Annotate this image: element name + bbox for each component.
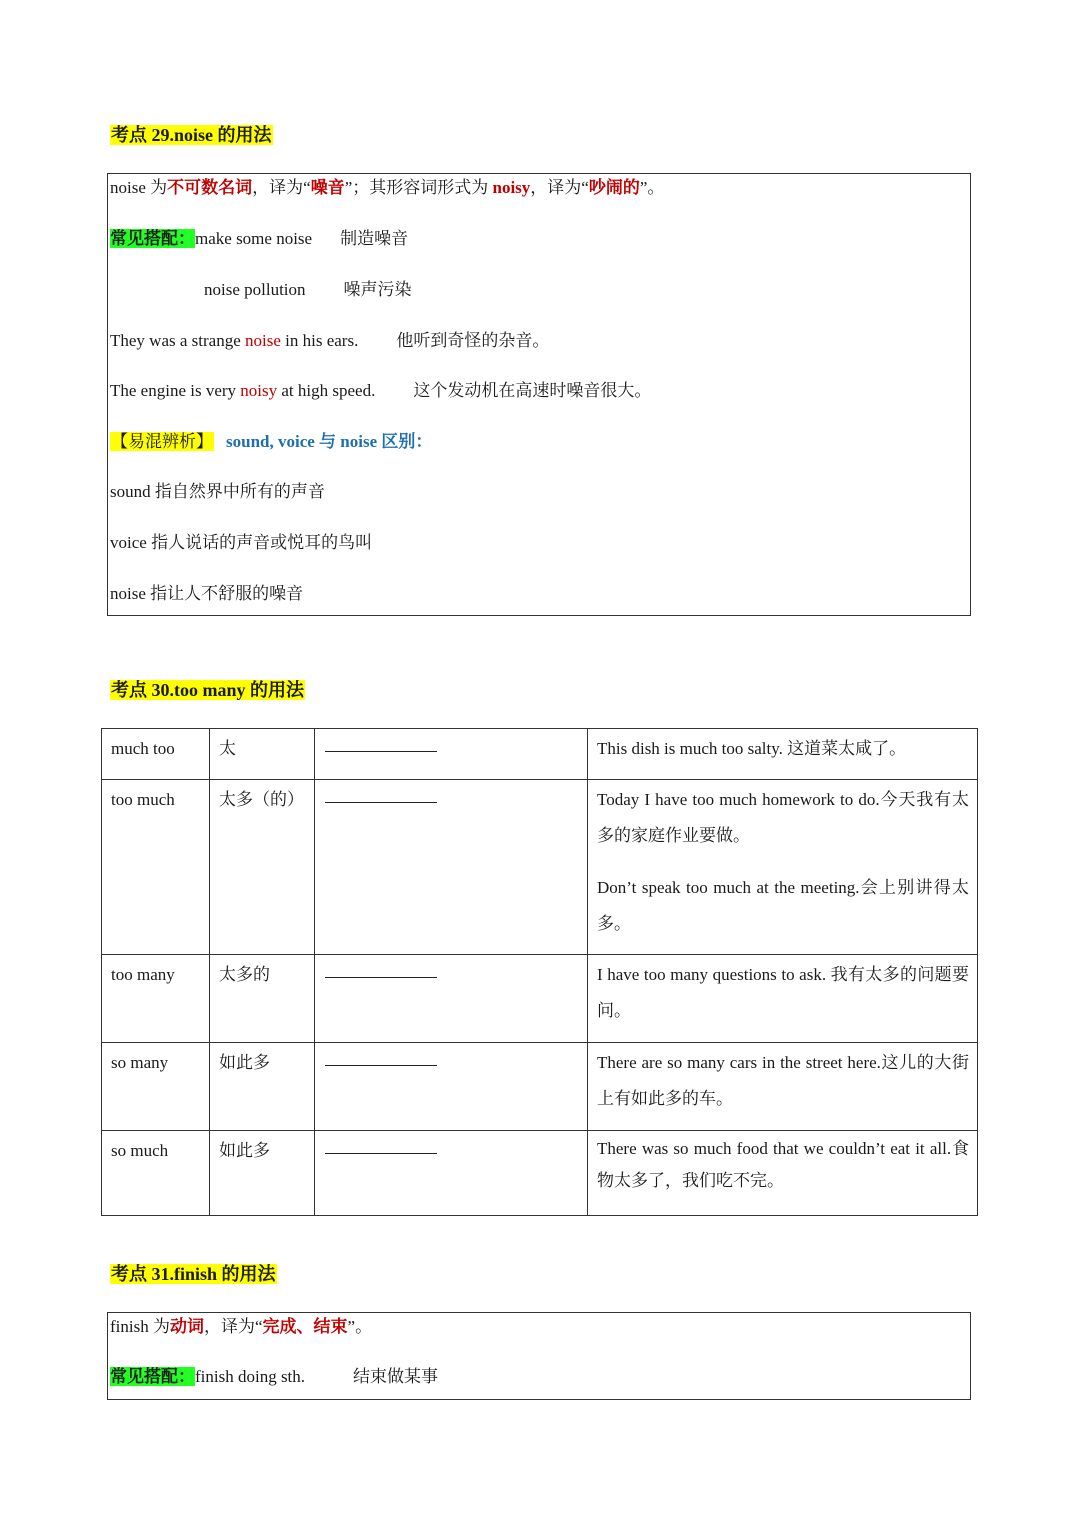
example-sentence-2: The engine is very noisy at high speed. 这个发动机在高速时噪音很大。	[110, 381, 652, 400]
blank-cell	[315, 780, 588, 955]
example-cell: This dish is much too salty. 这道菜太咸了。	[588, 729, 978, 780]
definition-voice: voice 指人说话的声音或悦耳的鸟叫	[110, 533, 373, 552]
usage-table	[101, 728, 978, 1216]
definition-noise: noise 指让人不舒服的噪音	[110, 584, 304, 603]
example-cell: Today I have too much homework to do.今天我有太多的家庭作业要做。 Don’t speak too much at the meeting.会上别讲得太多。	[588, 780, 978, 955]
meaning-cell: 如此多	[210, 1043, 315, 1131]
example-cell: There are so many cars in the street here.这儿的大街上有如此多的车。	[588, 1043, 978, 1131]
noise-definition-line: noise 为不可数名词，译为“噪音”；其形容词形式为 noisy，译为“吵闹的”。	[110, 178, 665, 197]
confusion-analysis-line: 【易混辨析】 sound, voice 与 noise 区别：	[111, 432, 433, 451]
blank-line	[325, 782, 437, 803]
term-cell: too many	[102, 955, 210, 1043]
term-cell: too much	[102, 780, 210, 955]
section-31-box	[107, 1312, 971, 1400]
section-30-heading: 考点 30.too many 的用法	[111, 680, 304, 700]
table-row	[102, 1131, 978, 1216]
example-sentence-1: They was a strange noise in his ears. 他听到奇怪的杂音。	[110, 331, 550, 350]
term-cell: much too	[102, 729, 210, 780]
finish-definition-line: finish 为动词，译为“完成、结束”。	[110, 1317, 373, 1336]
table-row	[102, 955, 978, 1043]
finish-collocation-line: 常见搭配：finish doing sth. 结束做某事	[110, 1367, 439, 1386]
term-cell: so much	[102, 1131, 210, 1216]
section-29-box	[107, 173, 971, 616]
meaning-cell: 太多的	[210, 955, 315, 1043]
term-cell: so many	[102, 1043, 210, 1131]
table-row	[102, 729, 978, 780]
example-cell: There was so much food that we couldn’t eat it all.食物太多了，我们吃不完。	[588, 1131, 978, 1216]
table-row	[102, 780, 978, 955]
blank-line	[325, 1133, 437, 1154]
collocation-line-1: 常见搭配：make some noise 制造噪音	[110, 229, 409, 248]
section-31-heading: 考点 31.finish 的用法	[111, 1264, 276, 1284]
blank-cell	[315, 1131, 588, 1216]
blank-line	[325, 731, 437, 752]
blank-line	[325, 957, 437, 978]
meaning-cell: 太	[210, 729, 315, 780]
example-cell: I have too many questions to ask. 我有太多的问题要问。	[588, 955, 978, 1043]
section-29-heading: 考点 29.noise 的用法	[111, 125, 272, 145]
meaning-cell: 如此多	[210, 1131, 315, 1216]
definition-sound: sound 指自然界中所有的声音	[110, 482, 325, 501]
blank-cell	[315, 955, 588, 1043]
blank-line	[325, 1045, 437, 1066]
collocation-line-2: noise pollution 噪声污染	[204, 280, 412, 299]
table-row	[102, 1043, 978, 1131]
meaning-cell: 太多（的）	[210, 780, 315, 955]
blank-cell	[315, 729, 588, 780]
blank-cell	[315, 1043, 588, 1131]
